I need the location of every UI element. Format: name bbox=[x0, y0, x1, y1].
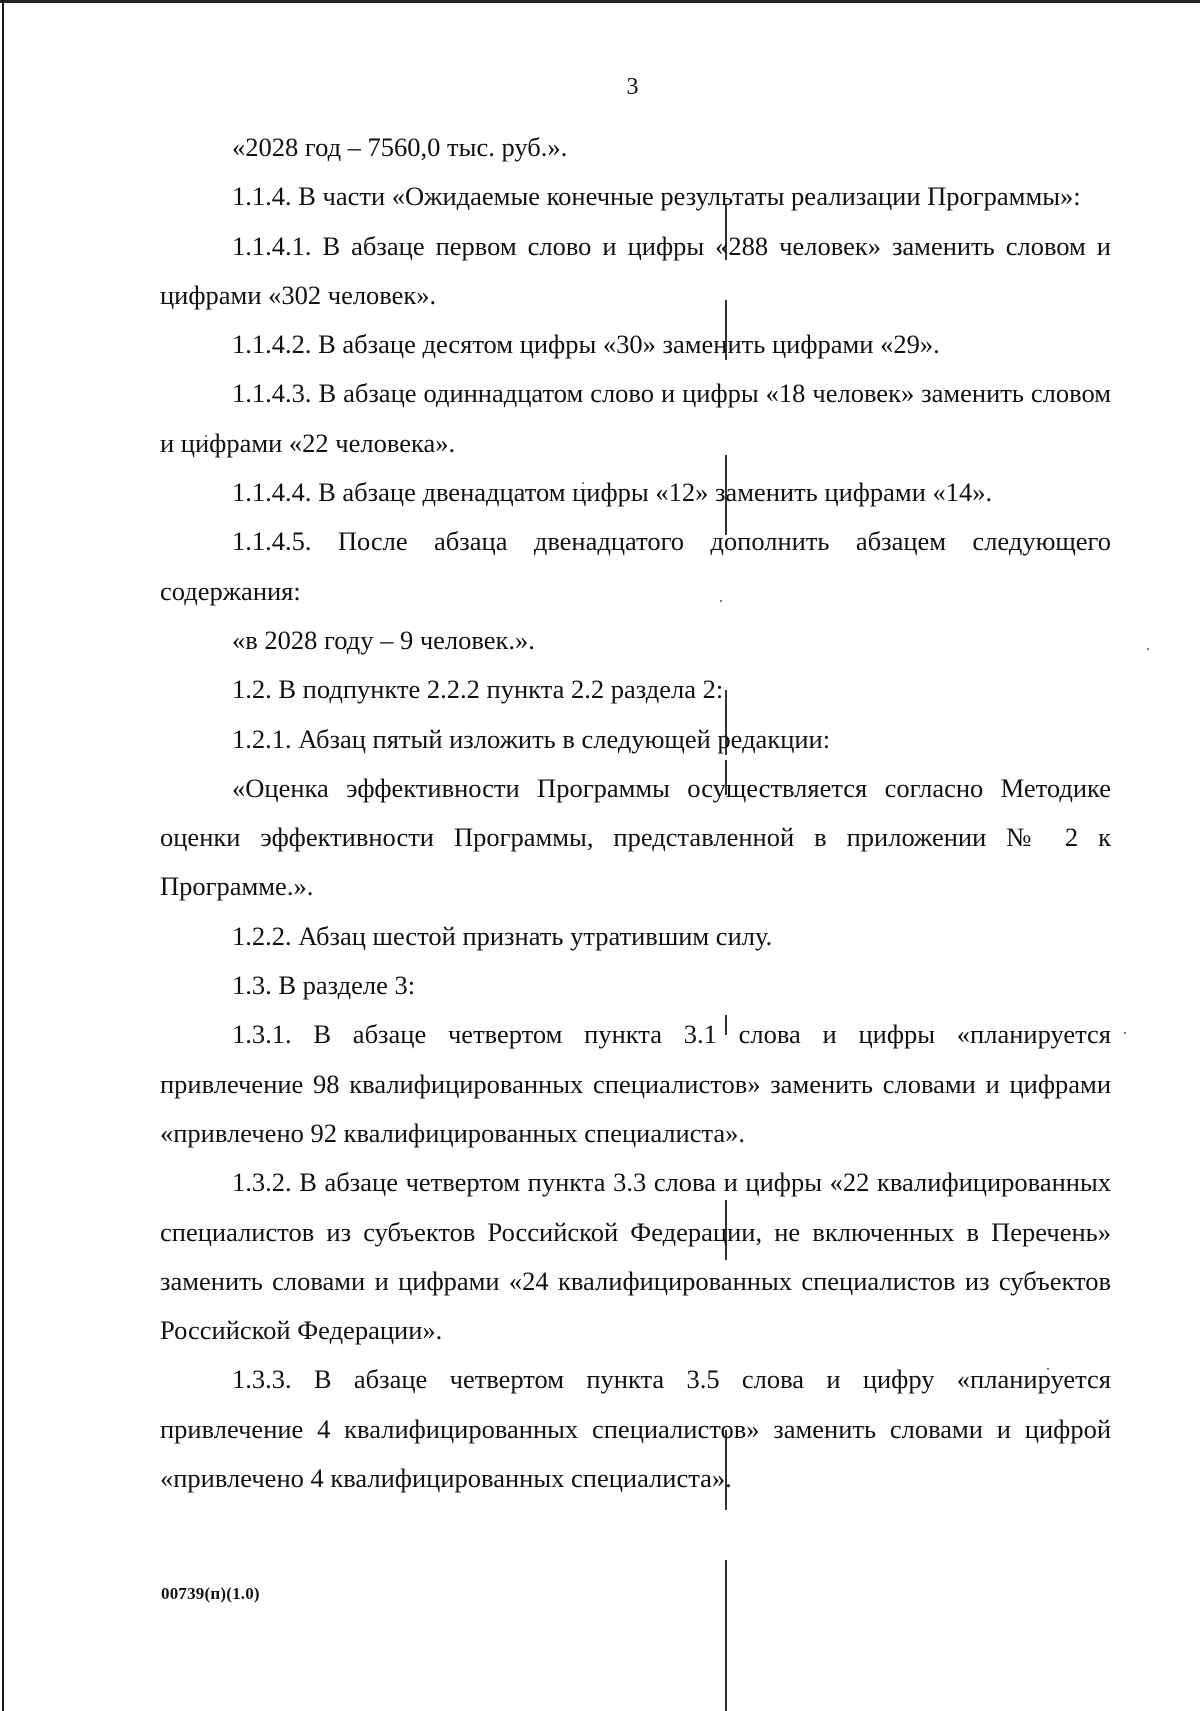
scan-edge-top bbox=[0, 0, 1200, 3]
paragraph: 1.3.3. В абзаце четвертом пункта 3.5 слова и цифру «планируется привлечение 4 квалифицированных специалистов» заменить словами и цифрой «привлечено 4 квалифицированных специалиста». bbox=[160, 1364, 1111, 1494]
paragraph: «2028 год – 7560,0 тыс. руб.». bbox=[232, 132, 568, 162]
paragraph: 1.2.2. Абзац шестой признать утратившим силу. bbox=[232, 920, 773, 951]
paragraph: 1.3.2. В абзаце четвертом пункта 3.3 слова и цифры «22 квалифицированных специалистов из субъектов Российской Федерации, не включенных в Перечень» заменить словами и цифрами «24 квалифицированных специалистов из субъектов Российской Федерации». bbox=[160, 1167, 1111, 1346]
scan-speck bbox=[1147, 648, 1149, 650]
scan-speck bbox=[1124, 1032, 1126, 1034]
paragraph: 1.1.4.3. В абзаце одиннадцатом слово и цифры «18 человек» заменить словом и цифрами «22 человека». bbox=[160, 378, 1111, 458]
paragraph: 1.1.4.1. В абзаце первом слово и цифры «288 человек» заменить словом и цифрами «302 человек». bbox=[160, 230, 1111, 310]
paragraph: «Оценка эффективности Программы осуществляется согласно Методике оценки эффективности Программы, представленной в приложении № 2 к Программе.». bbox=[160, 772, 1111, 902]
paragraph: 1.1.4.5. После абзаца двенадцатого дополнить абзацем следующего содержания: bbox=[160, 526, 1111, 606]
paragraph: 1.1.4.2. В абзаце десятом цифры «30» заменить цифрами «29». bbox=[232, 329, 940, 360]
paragraph: 1.3. В разделе 3: bbox=[232, 970, 416, 1001]
scan-fold-mark bbox=[725, 1560, 727, 1711]
scan-edge-left bbox=[2, 0, 4, 1711]
document-body bbox=[160, 123, 1111, 1503]
paragraph: 1.3.1. В абзаце четвертом пункта 3.1 слова и цифры «планируется привлечение 98 квалифицированных специалистов» заменить словами и цифрами «привлечено 92 квалифицированных специалиста». bbox=[160, 1019, 1111, 1148]
document-code: 00739(п)(1.0) bbox=[161, 1584, 260, 1603]
paragraph: 1.2.1. Абзац пятый изложить в следующей редакции: bbox=[232, 723, 831, 754]
paragraph: 1.1.4.4. В абзаце двенадцатом цифры «12» заменить цифрами «14». bbox=[232, 477, 993, 508]
paragraph: 1.2. В подпункте 2.2.2 пункта 2.2 раздела 2: bbox=[232, 674, 724, 705]
paragraph: 1.1.4. В части «Ожидаемые конечные результаты реализации Программы»: bbox=[232, 181, 1081, 212]
paragraph: «в 2028 году – 9 человек.». bbox=[232, 624, 535, 655]
page-number: 3 bbox=[626, 74, 639, 100]
